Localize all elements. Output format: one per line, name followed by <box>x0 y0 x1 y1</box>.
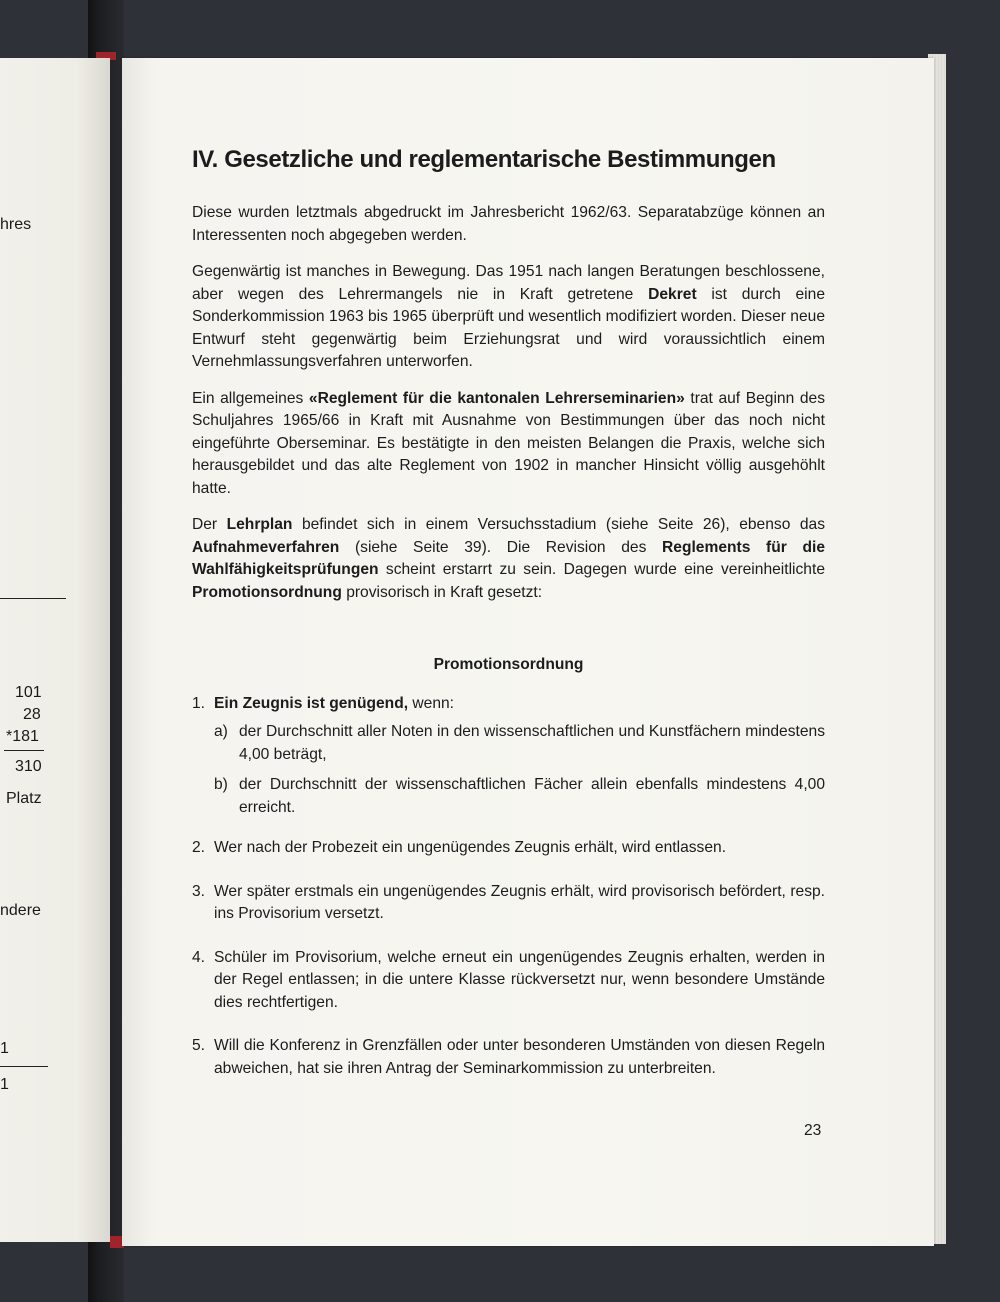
page-title: IV. Gesetzliche und reglementarische Bestimmungen <box>192 146 776 173</box>
sub-item-label: b) <box>214 776 228 793</box>
left-rule <box>4 750 44 751</box>
text-run: Ein allgemeines <box>192 389 309 407</box>
left-fragment: 310 <box>15 758 42 775</box>
list-item <box>192 693 825 820</box>
text-run: ist durch eine Sonderkommission 1963 bis 1965 überprüft und wesentlich modifiziert worden. Dieser neue Entwurf steht gegenwärtig beim Erziehungsrat und wird voraussichtlich einem Vernehmlassungsverfahren unterworfen. <box>192 285 825 370</box>
sub-item-text: der Durchschnitt der wissenschaftlichen Fächer allein ebenfalls mindestens 4,00 erreicht. <box>239 776 825 816</box>
text-run: (siehe Seite 39). Die Revision des <box>339 538 663 556</box>
bold-term: Ein Zeugnis ist genügend, <box>214 694 409 712</box>
bold-term: Promotionsordnung <box>192 583 342 601</box>
left-fragment: *181 <box>6 728 39 745</box>
text-run: provisorisch in Kraft gesetzt: <box>341 583 543 601</box>
bold-term: Dekret <box>648 285 697 303</box>
left-fragment: 1 <box>0 1076 9 1093</box>
list-item <box>192 881 825 926</box>
left-page <box>0 58 110 1242</box>
bold-term: Aufnahmeverfahren <box>192 538 340 556</box>
item-number: 2. <box>192 839 206 856</box>
bold-term: Reglements für die Wahlfähigkeitsprüfungen <box>192 538 826 578</box>
text-run: wenn: <box>408 694 455 712</box>
text-run: befindet sich in einem Versuchsstadium (siehe Seite 26), ebenso das <box>292 516 825 533</box>
page-content <box>192 146 825 1101</box>
list-item <box>192 837 825 860</box>
text-run: Gegenwärtig ist manches in Bewegung. Das 1951 nach langen Beratungen beschlossene, aber wegen des Lehrermangels nie in Kraft getretene <box>192 263 825 303</box>
left-fragment: hres <box>0 216 32 233</box>
item-text <box>214 693 825 820</box>
item-number: 5. <box>192 1037 206 1054</box>
bold-term: Lehrplan <box>226 516 293 533</box>
text-run: Der <box>192 516 227 533</box>
item-number: 3. <box>192 882 206 900</box>
left-fragment: Platz <box>6 790 42 807</box>
left-fragment: 1 <box>0 1040 9 1057</box>
item-text: Wer nach der Probezeit ein ungenügendes Zeugnis erhält, wird entlassen. <box>214 839 727 856</box>
item-number: 4. <box>192 948 206 966</box>
paragraph <box>192 388 825 501</box>
item-text: Will die Konferenz in Grenzfällen oder unter besonderen Umständen von diesen Regeln abweichen, hat sie ihren Antrag der Seminarkommission zu unterbreiten. <box>214 1037 825 1077</box>
item-text: Wer später erstmals ein ungenügendes Zeugnis erhält, wird provisorisch befördert, resp. ins Provisorium versetzt. <box>214 882 825 922</box>
text-run: trat auf Beginn des Schuljahres 1965/66 in Kraft mit Ausnahme von Bestimmungen über das noch nicht eingeführte Oberseminar. Es bestätigte in den meisten Belangen die Praxis, welche sich herausgebildet und das alte Reglement von 1902 in mancher Hinsicht völlig ausgehöhlt hatte. <box>192 389 825 497</box>
list-item <box>192 947 825 1015</box>
left-rule <box>0 598 66 599</box>
bold-term: «Reglement für die kantonalen Lehrerseminarien» <box>308 389 685 407</box>
sub-item-label: a) <box>214 723 228 740</box>
paragraph <box>192 514 825 604</box>
section-title: Promotionsordnung <box>433 656 584 673</box>
page-number: 23 <box>804 1122 822 1139</box>
sub-item-text: der Durchschnitt aller Noten in den wissenschaftlichen und Kunstfächern mindestens 4,00 beträgt, <box>239 723 825 763</box>
right-page <box>122 58 934 1246</box>
paragraph <box>192 261 825 374</box>
sub-item <box>214 774 825 819</box>
item-text: Schüler im Provisorium, welche erneut ein ungenügendes Zeugnis erhalten, werden in der Regel entlassen; in die untere Klasse rückversetzt nur, wenn besondere Umstände dies rechtfertigen. <box>214 948 825 1011</box>
item-number: 1. <box>192 694 206 712</box>
text-run: scheint erstarrt zu sein. Dagegen wurde eine vereinheitlichte <box>378 561 825 578</box>
left-fragment: ndere <box>0 902 41 919</box>
sub-item <box>214 721 825 766</box>
left-rule <box>0 1066 48 1067</box>
left-fragment: 101 <box>15 684 42 701</box>
list-item <box>192 1035 825 1080</box>
left-fragment: 28 <box>23 706 41 723</box>
paragraph: Diese wurden letztmals abgedruckt im Jahresbericht 1962/63. Separatabzüge können an Interessenten noch abgegeben werden. <box>192 204 825 244</box>
